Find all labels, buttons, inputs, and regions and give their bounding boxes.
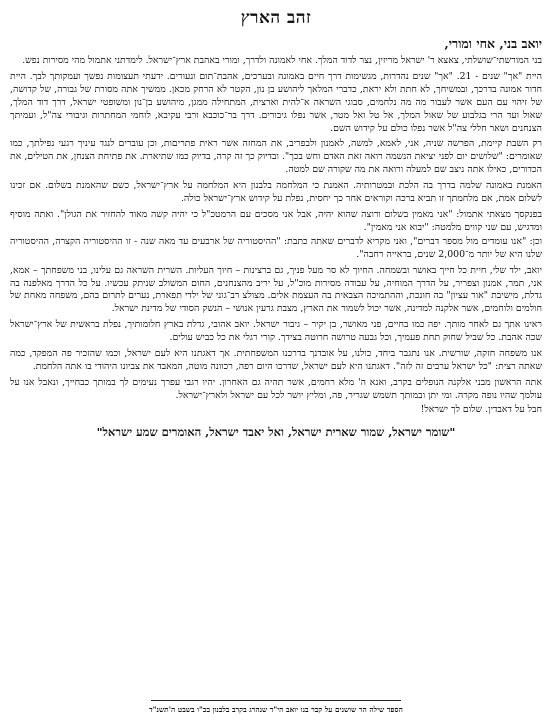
paragraph: חבל על דאבדין. שלום לך ישראל! xyxy=(420,403,542,415)
document-page xyxy=(10,4,542,716)
paragraph: האמנת באמונה שלמה בדרך בה הלכת ובמטרותיה. האמנת כי המלחמה בלבנון היא המלחמה על ארץ־ישראל, כשם שהאמנת בשלום. אם זכינו לשלום אמת, אם מלחמתך זו תביא ברכה וקוראים אחר כך יחסית, נפלת על קידוש ארץ־ישראל כולה. xyxy=(10,180,542,205)
closing-quote: "שומר ישראל, שמור שארית ישראל, ואל יאבד ישראל, האומרים שמע ישראל" xyxy=(96,424,456,439)
eulogy-body xyxy=(10,55,542,417)
paragraph: בפנקסך מצאתי אתמול: "אני מאמין בשלום ורוצה שהוא יהיה, אבל אני מסכים עם הרמטכ"ל כי יהיה קשה מאוד להחזיר את הגולן". ואתה מוסיף ומדגיש, עם שני קווים מלמטה: "יבוא אני מאמין". xyxy=(10,208,542,233)
paragraph: יואב, ילד שלי, חיית כל חייך באושר ובשמחה. החיוך לא סר מעל פניך, גם ברצינות – חיוך העליות. השרית השראה גם עלינו, בני משפחתך – אמא, אני, תמר, אמנון וצפריר, על הדרך המוחיה, על עבודה מסירות מוכ"ל, על יריב מהצנחנים, החום המשולב שניתק עכשיו. על כל הדרך מאלפנה בה גדלת, מישיבת "אור עציון" בה חונכת, וההתמיכה הצבאית בה העצמת אלים. מצולצ רב־גוני של ילדי תפארת, נערים לתרום בהם, משפחה מאחת של חולמים ולוחמים, אשר אלקנה למדינה, אשר יכול לשמור את הארץ, מצבת גרעין אנושי – הנשק הסודי של מדינת ישראל. xyxy=(10,264,542,315)
paragraph: אתה הראשון מבני אלקנה הנופלים בקרב, ואנא ה' מלא רחמים, אשר תהיה גם האחרון. יהיו רגבי עפרך נעימים לך במותך כבחייך, ונאבל אנו על עולמך שהיו נופה מקרה. ומי יתן ובמותך תשמש שגריר, פה, ומליץ יושר לכל עם ישראל ולארץ־ישראל. xyxy=(10,376,542,401)
page-title: זהב הארץ xyxy=(240,8,312,28)
paragraph: בני המורשתי־שושלתי, צאצא ר' ישראל מריזין, נצר לדוד המלך. אחי לאמונה ולדרך, ומורי באהבת ארץ־ישראל. לימדתני אתמול מהי מסירות נפש. xyxy=(22,55,542,66)
footer xyxy=(10,700,542,714)
paragraph: וכן: "אנו עומדים מול מספר דברים", ואני מקריא לדברים שאתה כתבת: "ההיסטוריה של ארבעים עד מאה שנה - זו ההיסטוריה הקצרה, ההיסטוריה שלנו היא של יותר מ־2,000 שנים, בראייה רחבה". xyxy=(10,235,542,260)
paragraph: ראינו אתך גם לאחר מותך. יפה כמו בחיים, פני מאושר, בן יקיר – גיבור ישראל. יואב אהובי, גדלת בארץ חלומותיך, נפלת בראשית של ארץ־ישראל שכה אהבת. כל שביל שחוק תחת פעמיך, וכל גבעה טרושה חרוטה בצידך. קורי רגלי את כל כביש עולים. xyxy=(10,319,542,344)
paragraph: רק השבת קיימת, הפרשה שניה, אני, לאמא, למשה, לאמנון ולבפריב, את המחזה אשר ראית פתריםות, וכן עוברים לנגד עיניך רגעי נפילתך, כמו שאומרים: "שלושים יום לפני יציאת הנשמה רואה זאת האדם וחש בכך". ובדיוק כך זה קרה, בדיוק כמו שתיארת. את פתיחת הצנחן, את הטילים, את הכדורים, כאילו אתה ניצב שם למעלה ורואה את מה שקורה שם למטה. xyxy=(10,138,542,176)
greeting-line: יואב בני, אחי ומורי, xyxy=(444,36,542,51)
footer-caption: הספד שילה הר שושנים על קבר בנו יואב הי"ד שנהרג בקרב בלבנון בכ"ו בשבט ה'תשנ"ד xyxy=(149,705,403,714)
paragraph: אנו משפחה חזקה, שורשית. אנו נתגבר ביחד, כולנו, על אובדנך בדרכנו המשפחתית. אך דאגתנו היא לעם ישראל, וכמו שהזכיר פה המפקד, כמה שאתה רצית: "כל ישראל ערבים זה לזה". דאגתנו היא לעם ישראל, שדרכו היום רפה, רכוונה מוטה, המאבד את צביונו היהודי בו אתה הלחמת. xyxy=(10,348,542,372)
footer-divider xyxy=(151,700,401,701)
paragraph: היית "אך" שנים - 21. "אך" שנים נהדרות, מגשימות דרך חיים באמונה ובערכים, אהבת־תום ונעורים. ידעתי תעצומות נפשך ועמקותך לבך. היית חדור אמונה בדרכך, ובמשיחך, לא חתת ולא יראת, כדברי המלאך ליהושע בן נון, הקטר לא הרחק מכאן. ממשיך אתה מסורת של גבורה, של קדושה, של זיהוי עם העם אשר לעבור מה מה נלחמים, סבוגי השראה א־להית וארצית, המתחילה ממגן, מיהושע בן־נון ומשופטי ישראל, דרך דוד המלך, שאול ועד הרי בגלבוע של שאול המלך, אל טל ואל מטר, אשר נפלו גיבורים. דרך בר־כוכבא ורבי עקיבא, לוחמי המחתרות וגיבורי צה"ל, ועמיתך הצנחנים ושאר חללי צה"ל אשר נפלו כולם על קידוש השם. xyxy=(10,70,542,134)
